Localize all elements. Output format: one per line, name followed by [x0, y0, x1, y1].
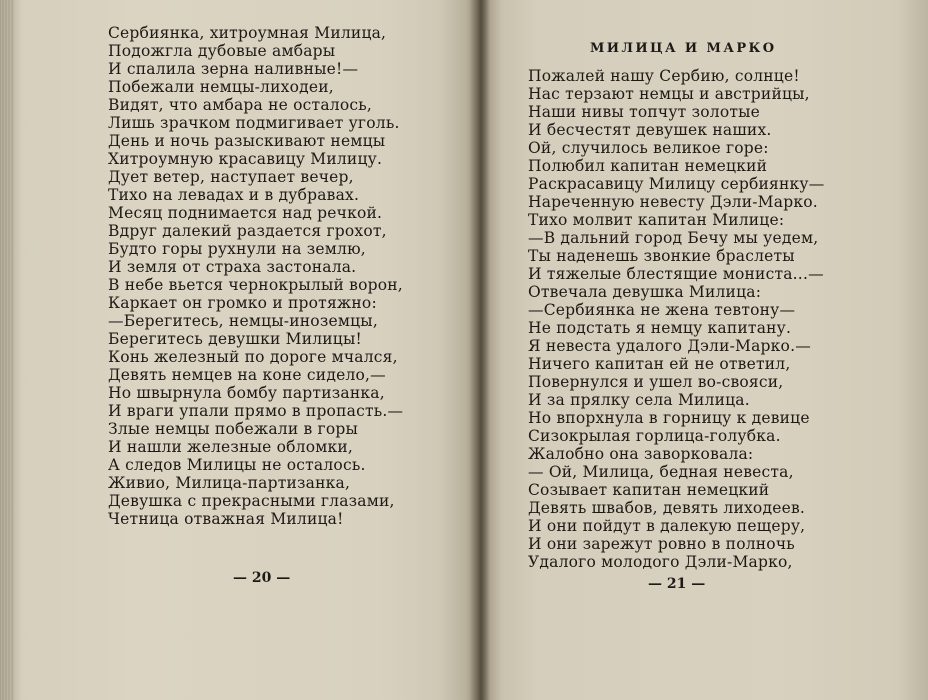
poem-line: Будто горы рухнули на землю, [108, 240, 366, 258]
poem-line: День и ночь разыскивают немцы [108, 132, 386, 150]
poem-line: В небе вьется чернокрылый ворон, [108, 276, 403, 294]
poem-line: Месяц поднимается над речкой. [108, 204, 383, 222]
poem-line: Вдруг далекий раздается грохот, [108, 222, 387, 240]
left-page-poem [108, 24, 403, 528]
poem-line: Подожгла дубовые амбары [108, 42, 336, 60]
page-number-right: — 21 — [648, 576, 706, 592]
poem-line: —Берегитесь, немцы-иноземцы, [108, 312, 378, 330]
book-spine [470, 0, 490, 700]
poem-line: Тихо на левадах и в дубравах. [108, 186, 360, 204]
poem-line: И за прялку села Милица. [528, 391, 750, 409]
poem-line: Созывает капитан немецкий [528, 481, 770, 499]
poem-line: —В дальний город Бечу мы уедем, [528, 229, 819, 247]
poem-line: Ой, случилось великое горе: [528, 139, 769, 157]
poem-line: И бесчестят девушек наших. [528, 121, 772, 139]
poem-line: Но впорхнула в горницу к девице [528, 409, 810, 427]
poem-line: Ничего капитан ей не ответил, [528, 355, 791, 373]
poem-line: Лишь зрачком подмигивает уголь. [108, 114, 400, 132]
poem-line: Дует ветер, наступает вечер, [108, 168, 354, 186]
poem-line: И враги упали прямо в пропасть.— [108, 402, 404, 420]
poem-line: Каркает он громко и протяжно: [108, 294, 377, 312]
page-number-left: — 20 — [233, 570, 291, 586]
right-page-poem [528, 67, 824, 571]
poem-line: И земля от страха застонала. [108, 258, 357, 276]
poem-line: Хитроумную красавицу Милицу. [108, 150, 383, 168]
poem-line: Видят, что амбара не осталось, [108, 96, 372, 114]
poem-line: И спалила зерна наливные!— [108, 60, 359, 78]
poem-line: Берегитесь девушки Милицы! [108, 330, 362, 348]
poem-line: Девять швабов, девять лиходеев. [528, 499, 805, 517]
poem-line: Сербиянка, хитроумная Милица, [108, 24, 387, 42]
page-edge [0, 0, 14, 700]
poem-line: Наши нивы топчут золотые [528, 103, 761, 121]
poem-line: Но швырнула бомбу партизанка, [108, 384, 385, 402]
poem-line: Девушка с прекрасными глазами, [108, 492, 395, 510]
poem-line: Сизокрылая горлица-голубка. [528, 427, 781, 445]
poem-line: Не подстать я немцу капитану. [528, 319, 792, 337]
poem-line: Девять немцев на коне сидело,— [108, 366, 386, 384]
poem-line: Тихо молвит капитан Милице: [528, 211, 785, 229]
poem-line: Я невеста удалого Дэли-Марко.— [528, 337, 811, 355]
poem-line: Отвечала девушка Милица: [528, 283, 762, 301]
poem-line: Живио, Милица-партизанка, [108, 474, 351, 492]
poem-line: Нас терзают немцы и австрийцы, [528, 85, 810, 103]
poem-line: И они пойдут в далекую пещеру, [528, 517, 806, 535]
poem-line: — Ой, Милица, бедная невеста, [528, 463, 794, 481]
poem-line: Нареченную невесту Дэли-Марко. [528, 193, 818, 211]
poem-line: Четница отважная Милица! [108, 510, 344, 528]
poem-line: И тяжелые блестящие мониста...— [528, 265, 824, 283]
poem-line: А следов Милицы не осталось. [108, 456, 366, 474]
poem-line: И нашли железные обломки, [108, 438, 354, 456]
poem-line: Пожалей нашу Сербию, солнце! [528, 67, 800, 85]
poem-line: Полюбил капитан немецкий [528, 157, 768, 175]
poem-line: Побежали немцы-лиходеи, [108, 78, 334, 96]
poem-line: Раскрасавицу Милицу сербиянку— [528, 175, 825, 193]
poem-line: Повернулся и ушел во-свояси, [528, 373, 784, 391]
poem-line: —Сербиянка не жена тевтону— [528, 301, 796, 319]
page-title: МИЛИЦА И МАРКО [590, 41, 777, 56]
poem-line: Удалого молодого Дэли-Марко, [528, 553, 793, 571]
poem-line: Ты наденешь звонкие браслеты [528, 247, 795, 265]
poem-line: Конь железный по дороге мчался, [108, 348, 398, 366]
poem-line: Злые немцы побежали в горы [108, 420, 359, 438]
poem-line: Жалобно она заворковала: [528, 445, 754, 463]
poem-line: И они зарежут ровно в полночь [528, 535, 795, 553]
